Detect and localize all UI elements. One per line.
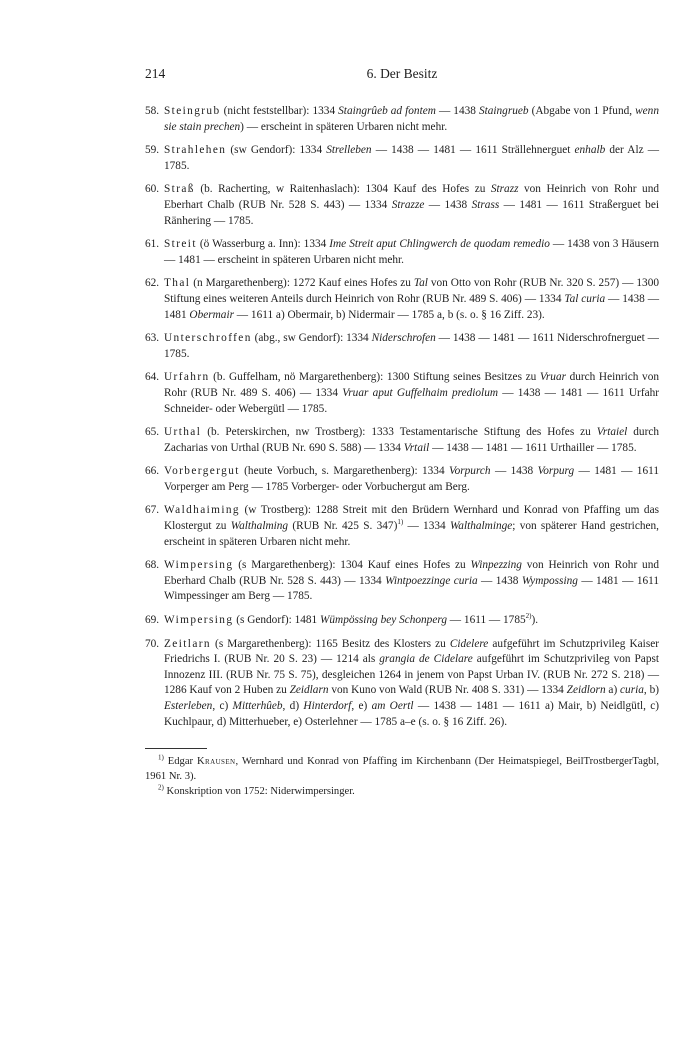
entry-number: 60. — [145, 183, 160, 196]
text-run: (b. Peterskirchen, nw Trostberg): 1333 Testamentarische Stiftung des Hofes zu — [201, 426, 597, 439]
text-run: (s Margarethenberg): 1304 Kauf eines Hofes zu — [233, 559, 471, 572]
place-name: Unterschroffen — [164, 332, 252, 345]
text-run: , c) — [212, 700, 233, 712]
text-run: , d) — [282, 700, 304, 712]
place-name: Strahlehen — [164, 144, 227, 157]
place-name: Urfahrn — [164, 371, 210, 384]
text-run: ) — erscheint in späteren Urbaren nicht mehr. — [240, 120, 448, 133]
italic-text: Vorpurg — [537, 465, 575, 478]
text-run: aufgeführt im Schutzprivileg von Papst Innozenz III. (RUB Nr. 75 S. 75), desgleichen 1264 in jenem von Papst Urban IV. (RUB Nr. 272 S. 218) — 1286 Kauf von 2 Huben zu — [164, 653, 660, 697]
italic-text: Strass — [471, 198, 500, 211]
text-run: (nicht feststellbar): 1334 — [220, 105, 339, 117]
italic-text: wenn sie stain prechen — [164, 105, 659, 133]
place-name: Thal — [164, 277, 191, 290]
page-header — [145, 66, 659, 86]
text-run: — 1334 — [403, 520, 450, 533]
text-run: a) — [605, 684, 621, 697]
footnote-ref: 1) — [397, 518, 404, 527]
italic-text: Vrtaiel — [596, 426, 628, 439]
entry-item — [145, 637, 659, 731]
entry-item — [145, 331, 659, 362]
italic-text: Wümpössing bey Schonperg — [320, 614, 447, 627]
text-run: Konskription von 1752: Niderwimpersinger. — [163, 786, 355, 798]
italic-text: Vruar aput Guffelhaim prediolum — [342, 386, 499, 399]
italic-text: Strazz — [490, 183, 519, 196]
text-run: (w Trostberg): 1288 Streit mit den Brüdern Wernhard und Konrad von Pfaffing um das Klostergut zu — [164, 504, 659, 533]
entry-number: 58. — [145, 105, 160, 117]
entry-number: 68. — [145, 559, 160, 572]
text-run: — 1438 — 1481 — 1611 Niderschrofnerguet — 1785. — [164, 332, 659, 360]
italic-text: Mitterhûeb — [232, 700, 283, 712]
text-run: aufgeführt im Schutzprivileg Kaiser Friedrichs I. (RUB Nr. 20 S. 23) — 1214 als — [164, 637, 659, 666]
entry-list — [145, 104, 659, 730]
italic-text: Tal — [413, 277, 428, 290]
place-name: Wimpersing — [164, 614, 234, 627]
place-name: Urthal — [164, 426, 202, 439]
text-run: , b) — [643, 684, 659, 697]
entry-item — [145, 370, 659, 417]
entry-number: 65. — [145, 426, 160, 439]
text-run: (n Margarethenberg): 1272 Kauf eines Hofes zu — [190, 277, 414, 290]
italic-text: Niderschrofen — [371, 332, 436, 345]
italic-text: Walthalminge — [449, 520, 513, 533]
text-run: — 1611 — 1785 — [446, 614, 526, 627]
text-run: — 1438 — [490, 465, 538, 478]
text-run: durch Zacharias von Urthal (RUB Nr. 690 S. 588) — 1334 — [164, 426, 659, 454]
footnote-ref: 2) — [525, 612, 532, 621]
text-run: durch Heinrich von Rohr (RUB Nr. 489 S. 406) — 1334 — [164, 371, 659, 399]
text-run: — 1481 — 1611 Wimpessinger am Berg — 1785. — [164, 574, 659, 603]
text-run: — 1438 — [435, 105, 479, 117]
footnote — [145, 785, 659, 800]
italic-text: Staingrûeb ad fontem — [338, 105, 436, 117]
text-run: — 1481 — 1611 Vorperger am Perg — 1785 Vorberger- oder Vorbuchergut am Berg. — [164, 465, 659, 493]
italic-text: grangia de Cidelare — [379, 653, 473, 666]
italic-text: Ime Streit aput Chlingwerch de quodam remedio — [329, 238, 550, 251]
text-run: (b. Racherting, w Raitenhaslach): 1304 Kauf des Hofes zu — [194, 183, 491, 196]
page-number: 214 — [145, 66, 166, 81]
text-run: — 1438 — [424, 198, 472, 211]
text-run: (heute Vorbuch, s. Margarethenberg): 1334 — [239, 465, 449, 478]
italic-text: Staingrueb — [478, 105, 529, 117]
text-run: der Alz — 1785. — [164, 144, 659, 172]
text-run: , e) — [351, 700, 372, 712]
italic-text: Vrtail — [403, 441, 430, 454]
italic-text: Wintpoezzinge curia — [385, 574, 478, 587]
entry-item — [145, 182, 659, 229]
entry-item — [145, 237, 659, 268]
italic-text: Zeidlarn — [289, 684, 329, 697]
text-run: — 1611 a) Obermair, b) Nidermair — 1785 a, b (s. o. § 16 Ziff. 23). — [233, 308, 545, 321]
place-name: Vorbergergut — [164, 465, 240, 478]
entry-number: 61. — [145, 238, 160, 251]
entry-number: 64. — [145, 371, 160, 384]
italic-text: Zeidlorn — [566, 684, 606, 697]
footnotes — [145, 755, 659, 800]
text-run: — 1438 — [477, 574, 522, 587]
text-run: — 1438 — 1481 — [164, 292, 659, 321]
entry-item — [145, 503, 659, 550]
text-run: (s Margarethenberg): 1165 Besitz des Klosters zu — [210, 637, 450, 650]
place-name: Steingrub — [164, 105, 221, 117]
entry-item — [145, 143, 659, 174]
italic-text: am Oertl — [371, 700, 414, 712]
text-run: Edgar — [163, 756, 197, 768]
entry-item — [145, 613, 659, 629]
entry-number: 62. — [145, 277, 160, 290]
entry-item — [145, 276, 659, 323]
italic-text: Strazze — [391, 198, 425, 211]
text-run: von Otto von Rohr (RUB Nr. 320 S. 257) — 1300 Stiftung eines weiteren Anteils durch Heinrich von Rohr (RUB Nr. 489 S. 406) — 1334 — [164, 277, 659, 305]
entry-number: 67. — [145, 504, 160, 517]
text-run: — 1438 — 1481 — 1611 Urfahr Schneider- oder Webergütl — 1785. — [164, 386, 660, 415]
italic-text: Vorpurch — [448, 465, 491, 478]
text-run: ; von späterer Hand gestrichen, erscheint in späteren Urbaren nicht mehr. — [164, 520, 659, 548]
place-name: Waldhaiming — [164, 504, 240, 517]
page — [145, 66, 659, 801]
footnote-ref: 2) — [158, 783, 164, 792]
entry-number: 66. — [145, 465, 160, 478]
text-run: von Heinrich von Rohr und Eberhard Chalb (RUB Nr. 528 S. 443) — 1334 — [164, 559, 659, 587]
text-run: (abg., sw Gendorf): 1334 — [251, 332, 372, 345]
italic-text: Wympossing — [521, 574, 578, 587]
text-run: — 1481 — 1611 Straßerguet bei Ränhering — 1785. — [164, 198, 659, 227]
place-name: Streit — [164, 238, 197, 251]
italic-text: Strelleben — [326, 144, 372, 157]
italic-text: enhalb — [574, 144, 606, 157]
footnote — [145, 755, 659, 784]
entry-number: 59. — [145, 144, 160, 157]
text-run: von Kuno von Wald (RUB Nr. 408 S. 331) — 1334 — [328, 684, 567, 697]
italic-text: Obermair — [189, 308, 234, 321]
italic-text: Hinterdorf — [303, 700, 352, 712]
entry-item — [145, 464, 659, 495]
text-run: , Wernhard und Konrad von Pfaffing im Kirchenbann (Der Heimatspiegel, BeilTrostbergerTagbl, 1961 Nr. 3). — [145, 756, 660, 782]
italic-text: Vruar — [539, 371, 566, 384]
text-run: (sw Gendorf): 1334 — [226, 144, 327, 157]
footnote-divider — [145, 748, 207, 749]
place-name: Straß — [164, 183, 195, 196]
text-run: (ö Wasserburg a. Inn): 1334 — [196, 238, 330, 251]
footnote-ref: 1) — [158, 753, 164, 762]
entry-item — [145, 558, 659, 605]
text-run: — 1438 — 1481 — 1611 a) Mair, b) Neidlgütl, c) Kuchlpaur, d) Mitterhueber, e) Osterlehner — 1785 a–e (s. o. § 16 Ziff. 26). — [164, 700, 660, 728]
italic-text: Walthalming — [230, 520, 289, 533]
text-run: (s Gendorf): 1481 — [233, 614, 320, 627]
author-name: Krausen — [197, 756, 236, 768]
entry-number: 69. — [145, 614, 160, 627]
text-run: (b. Guffelham, nö Margarethenberg): 1300 Stiftung seines Besitzes zu — [209, 371, 540, 384]
italic-text: Esterleben — [164, 700, 213, 712]
text-run: von Heinrich von Rohr und Eberhart Chalb (RUB Nr. 528 S. 443) — 1334 — [164, 183, 659, 211]
running-head: 6. Der Besitz — [366, 66, 438, 81]
italic-text: Tal curia — [564, 292, 606, 305]
place-name: Zeitlarn — [164, 637, 211, 650]
entry-number: 63. — [145, 332, 160, 345]
text-run: — 1438 von 3 Häusern — 1481 — erscheint in späteren Urbaren nicht mehr. — [164, 238, 659, 266]
place-name: Wimpersing — [164, 559, 234, 572]
entry-item — [145, 104, 659, 135]
text-run: — 1438 — 1481 — 1611 Strällehnerguet — [371, 144, 575, 157]
text-run: (Abgabe von 1 Pfund, — [528, 105, 636, 117]
text-run: (RUB Nr. 425 S. 347) — [288, 520, 398, 533]
text-run: — 1438 — 1481 — 1611 Urthailler — 1785. — [429, 441, 637, 454]
italic-text: curia — [620, 684, 644, 697]
entry-item — [145, 425, 659, 456]
italic-text: Winpezzing — [470, 559, 522, 572]
italic-text: Cidelere — [449, 637, 489, 650]
text-run: ). — [531, 614, 539, 627]
entry-number: 70. — [145, 637, 160, 650]
